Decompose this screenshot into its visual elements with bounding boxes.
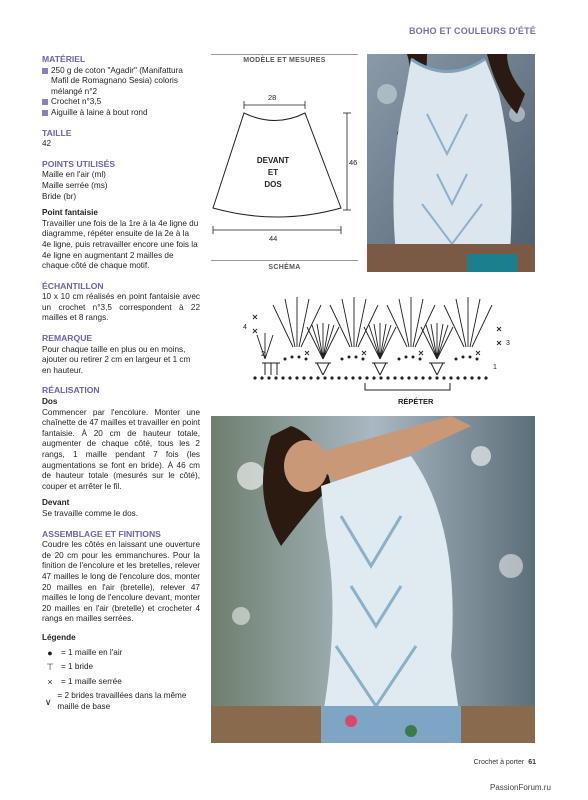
repeat-bracket — [365, 383, 450, 390]
devant-text: Se travaille comme le dos. — [42, 508, 139, 518]
assemblage-title: ASSEMBLAGE ET FINITIONS — [42, 528, 161, 539]
materiel-item: Crochet n°3,5 — [42, 97, 200, 108]
section-header: BOHO ET COULEURS D'ÉTÉ — [408, 26, 536, 36]
legend-text: = 1 maille en l'air — [61, 647, 123, 657]
row-number: 4 — [243, 324, 247, 331]
legend-text: = 1 bride — [61, 662, 94, 672]
row-1-trebles — [262, 363, 445, 375]
top-measure: 28 — [268, 93, 277, 102]
assemblage-text: Coudre les côtés en laissant une ouverture de 20 cm pour les emmanchures. Pour la finition de l'encolure et les bretelles, relever 47 mailles le long de l'encolure dos, monter 20 mailles en l'air (bretelle), relever 47 mailles le long de l'encolure devant, monter 20 mailles en l'air (bretelle) et crocheter 4 rangs en mailles serrées. — [42, 540, 200, 624]
fantaisie-text: Travailler une fois de la 1re à la 4e ligne du diagramme, répéter ensuite de la 2e à la 4e ligne, puis retravailler encore une fois la 4e ligne en augmentant 2 mailles de chaque côté de chaque motif. — [42, 218, 199, 271]
instructions-column — [42, 54, 200, 712]
remarque-text: Pour chaque taille en plus ou en moins, ajouter ou retirer 2 cm en largeur et 1 cm en hauteur. — [42, 344, 191, 375]
points-title: POINTS UTILISÉS — [42, 158, 116, 169]
label-dos: DOS — [264, 180, 282, 189]
row-1-chain — [253, 376, 487, 379]
schema-title: SCHÉMA — [268, 264, 301, 271]
divider — [211, 260, 358, 261]
crochet-diagram — [245, 285, 507, 395]
taille-title: TAILLE — [42, 127, 72, 138]
legend-item — [42, 677, 200, 688]
legend-item — [42, 648, 200, 659]
realisation-title: RÉALISATION — [42, 385, 100, 396]
repeat-label: RÉPÉTER — [398, 397, 434, 406]
model-photo-bottom — [211, 416, 535, 743]
taille-value: 42 — [42, 139, 52, 149]
row-number: 1 — [493, 364, 497, 371]
modele-title: MODÈLE ET MESURES — [243, 57, 326, 64]
photo-illustration — [367, 54, 535, 272]
divider — [211, 54, 358, 55]
fantaisie-title: Point fantaisie — [42, 208, 98, 218]
page-footer — [474, 759, 536, 766]
garment-label — [247, 155, 299, 191]
treble-icon: ⊤ — [46, 662, 54, 673]
fan-shells — [257, 297, 492, 359]
label-devant: DEVANT — [256, 156, 290, 165]
legend-text: = 2 brides travaillées dans la même maille de base — [57, 691, 187, 711]
legend-item — [42, 662, 200, 673]
dos-text: Commencer par l'encolure. Monter une chaînette de 47 mailles et travailler en point fantaisie. À 20 cm de hauteur totale, augmenter de chaque côté, tous les 2 rangs, 1 maille pendant 7 fois (les augmentations se font en bride). À 46 cm de hauteur totale (mesurés sur le côté), couper et arrêter le fil. — [42, 407, 200, 491]
legende-title: Légende — [42, 632, 76, 642]
row-number: 3 — [506, 340, 510, 347]
watermark: PassionForum.ru — [490, 783, 551, 792]
bottom-measure: 44 — [269, 234, 278, 243]
points-line: Bride (br) — [42, 191, 77, 201]
height-measure: 46 — [349, 158, 358, 167]
dot-icon: ● — [47, 647, 53, 658]
page-number: 61 — [528, 759, 536, 766]
cross-icon: × — [47, 676, 53, 687]
echantillon-text: 10 x 10 cm réalisés en point fantaisie avec un crochet n°3,5 correspondent à 22 mailles et 8 rangs. — [42, 292, 200, 323]
photo-illustration — [211, 416, 535, 743]
points-line: Maille en l'air (ml) — [42, 170, 106, 180]
dos-title: Dos — [42, 397, 58, 407]
model-photo-top — [367, 54, 535, 272]
row-number: 2 — [261, 351, 265, 358]
magazine-name: Crochet à porter — [473, 759, 525, 766]
devant-title: Devant — [42, 498, 70, 508]
materiel-title: MATÉRIEL — [42, 54, 86, 64]
legend-text: = 1 maille serrée — [61, 676, 122, 686]
materiel-item: 250 g de coton "Agadir" (Manifattura Mafil de Romagnano Sesia) coloris mélangé n°2 — [42, 66, 200, 98]
echantillon-title: ÉCHANTILLON — [42, 280, 104, 291]
legend-item — [42, 691, 200, 712]
label-et: ET — [267, 168, 279, 177]
materiel-item: Aiguille à laine à bout rond — [42, 108, 200, 119]
points-line: Maille serrée (ms) — [42, 180, 108, 190]
double-treble-icon: ∨ — [44, 696, 52, 707]
remarque-title: REMARQUE — [42, 333, 93, 344]
